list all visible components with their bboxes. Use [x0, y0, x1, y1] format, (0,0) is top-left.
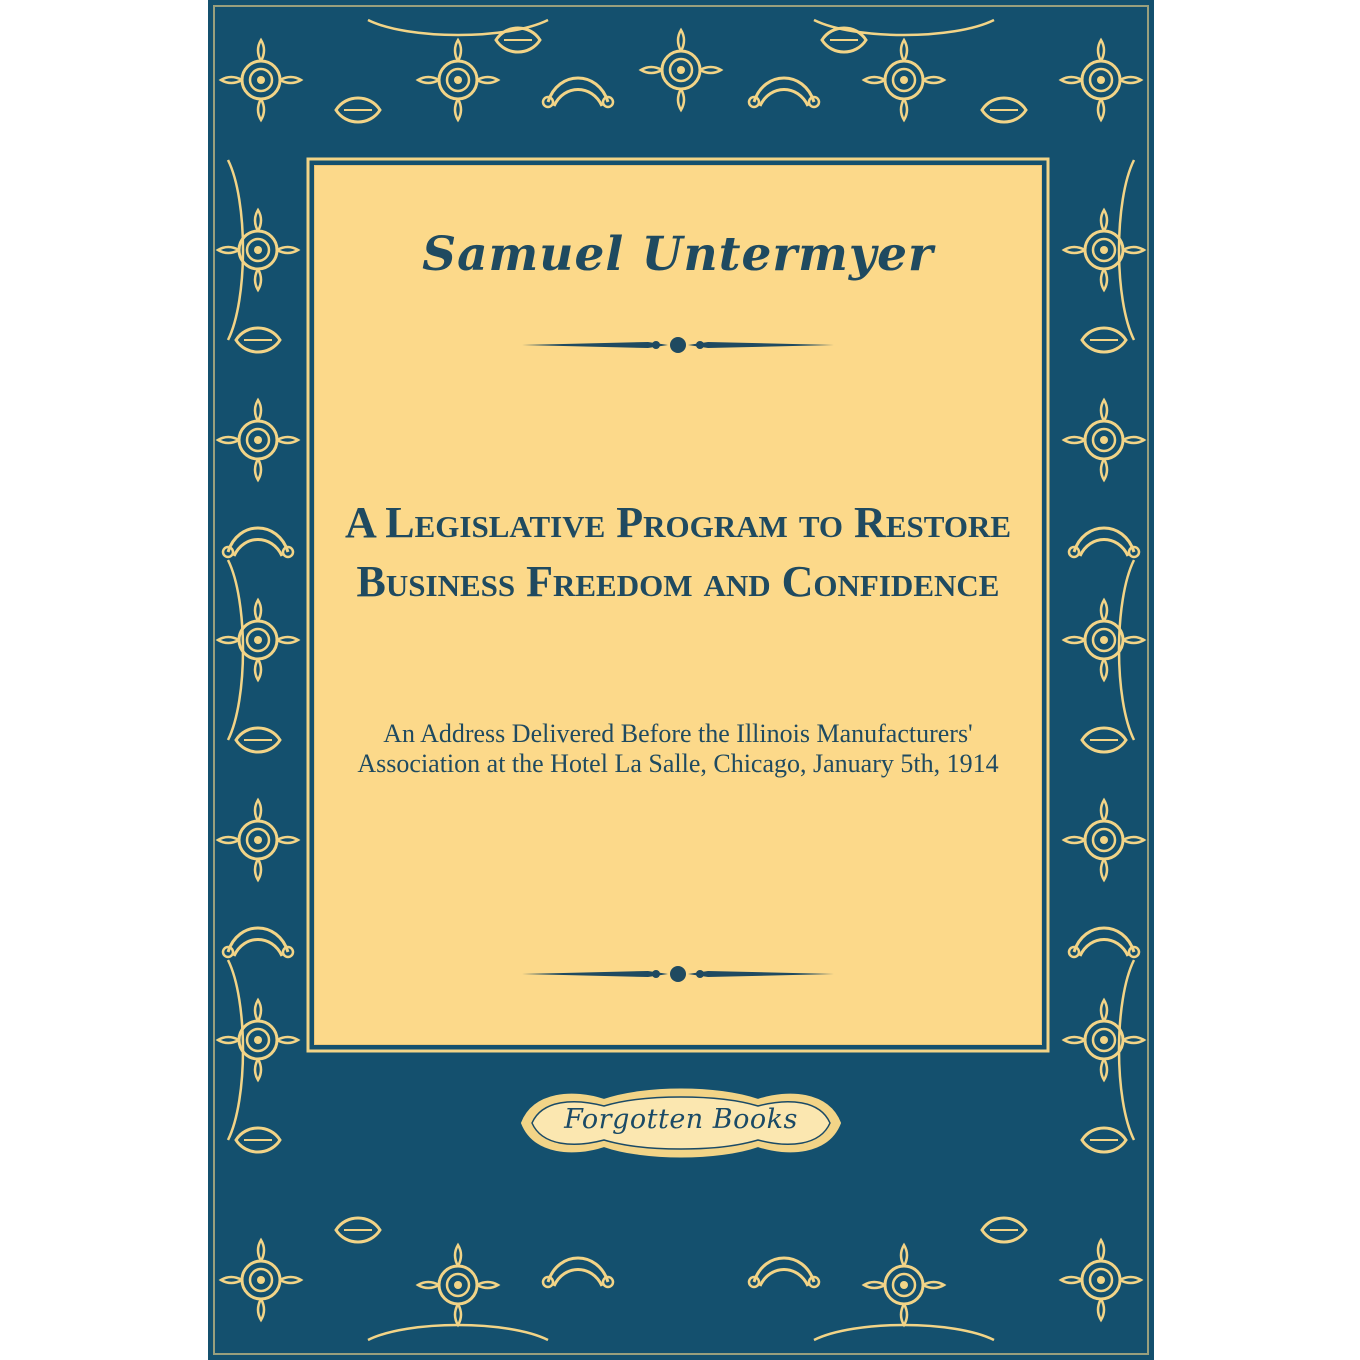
- book-title: A Legislative Program to Restore Business Freedom and Confidence: [344, 498, 1012, 606]
- title-panel: [314, 165, 1042, 1045]
- publisher-name: Forgotten Books: [564, 1104, 798, 1135]
- rule-divider-icon: [518, 335, 838, 355]
- author-name: Samuel Untermyer: [422, 227, 934, 282]
- book-cover: [208, 0, 1154, 1360]
- publisher-logo: [514, 1086, 848, 1160]
- book-subtitle: An Address Delivered Before the Illinois Manufacturers' Association at the Hotel La Salle, Chicago, January 5th, 1914: [357, 719, 999, 778]
- rule-divider-icon: [518, 964, 838, 984]
